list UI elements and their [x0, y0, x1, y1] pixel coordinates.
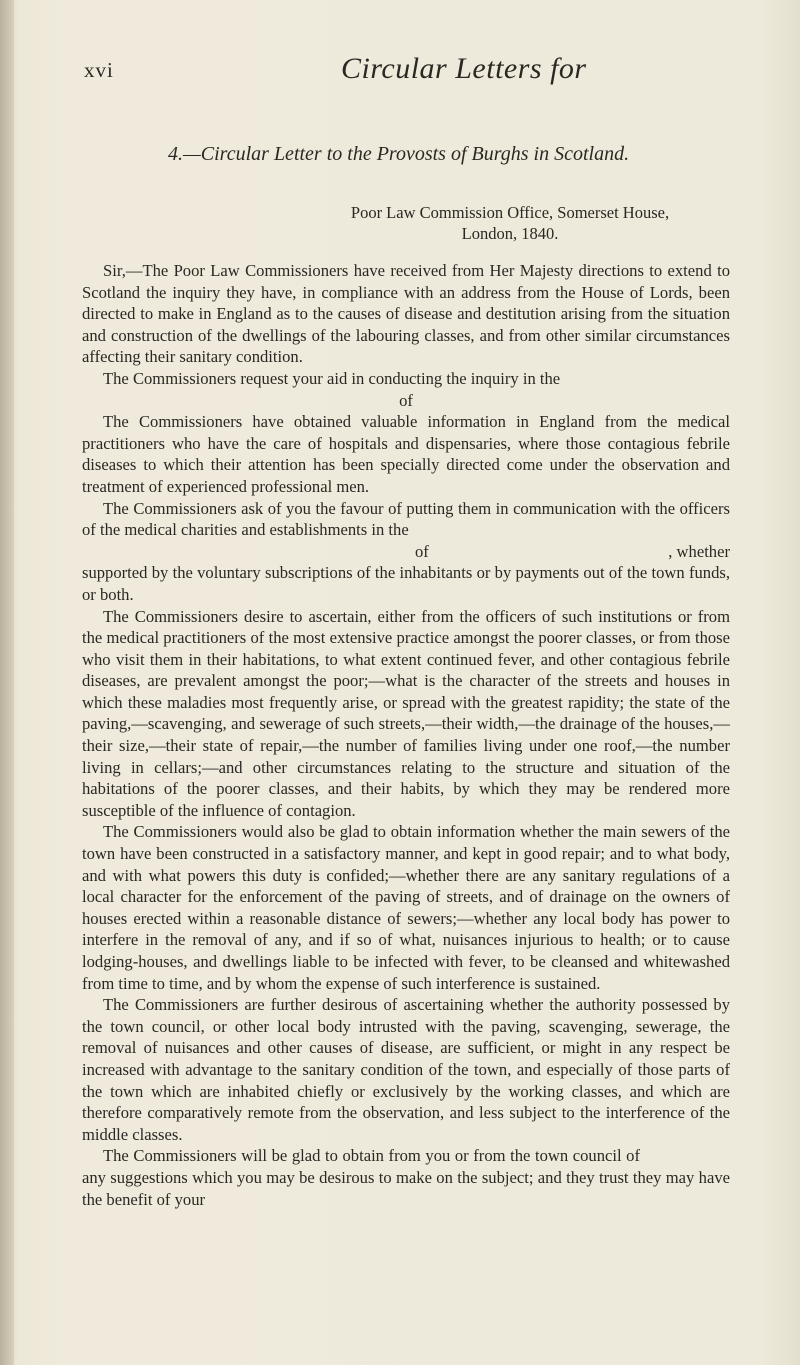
paragraph-4: The Commissioners ask of you the favour of putting them in communication with the officers of the medical charities and establishments in the — [82, 498, 730, 540]
paragraph-3: The Commissioners have obtained valuable information in England from the medical practitioners who have the care of hospitals and dispensaries, where those contagious febrile diseases to which their attention has been specially directed come under the observation and treatment of experienced professional men. — [82, 412, 730, 496]
paragraph-2: The Commissioners request your aid in conducting the inquiry in the — [103, 368, 561, 388]
paragraph-8-start: The Commissioners will be glad to obtain from you or from the town council of — [103, 1146, 640, 1166]
paragraph-1: Sir,—The Poor Law Commissioners have received from Her Majesty directions to extend to Scotland the inquiry they have, in compliance with an address from the House of Lords, been directed to make in England as to the causes of disease and destitution arising from the situation and construction of the dwellings of the labouring classes, and from other similar circumstances affecting their sanitary condition. — [82, 261, 730, 367]
paragraph-4-blank-line — [82, 541, 730, 563]
paragraph-4-continued: supported by the voluntary subscriptions of the inhabitants or by payments out of the town funds, or both. — [82, 563, 730, 604]
paragraph-6: The Commissioners would also be glad to obtain information whether the main sewers of the town have been constructed in a satisfactory manner, and kept in good repair; and to what body, and with what powers this duty is confided;—whether there are any sanitary regulations of a local character for the enforcement of the paving of streets, and of drainage on the owners of houses erected within a reasonable distance of sewers;—whether any local body has power to interfere in the removal of any, and if so of what, nuisances injurious to health; or to cause lodging-houses, and dwellings liable to be infected with fever, to be cleansed and whitewashed from time to time, and by whom the expense of such interference is sustained. — [82, 822, 730, 993]
letter-address — [300, 202, 720, 244]
paragraph-8 — [82, 1145, 730, 1210]
address-line-1: Poor Law Commission Office, Somerset House, — [350, 203, 670, 222]
paragraph-2-of: of — [399, 390, 413, 410]
paragraph-7: The Commissioners are further desirous of ascertaining whether the authority possessed by the town council, or other local body intrusted with the paving, scavenging, sewerage, the removal of nuisances and other causes of disease, are sufficient, or might in any respect be increased with advantage to the sanitary condition of the town, and especially of those parts of the town which are inhabited chiefly or exclusively by the working classes, and which are therefore comparatively remote from the observation, and less subject to the interference of the middle classes. — [82, 995, 730, 1144]
paragraph-4-whether: , whether — [668, 541, 730, 561]
page-number: xvi — [84, 58, 114, 82]
paragraph-4-of: of — [415, 541, 429, 561]
section-title: 4.—Circular Letter to the Provosts of Burghs in Scotland. — [168, 143, 630, 165]
book-spine-edge — [0, 0, 14, 1365]
paragraph-8-end: any suggestions which you may be desirous to make on the subject; and they trust they may have the benefit of your — [82, 1167, 730, 1209]
running-head — [84, 52, 764, 92]
address-line-2: London, 1840. — [461, 224, 559, 243]
letter-body — [82, 260, 730, 1210]
running-title: Circular Letters for — [341, 52, 587, 85]
paragraph-5: The Commissioners desire to ascertain, either from the officers of such institutions or from the medical practitioners of the most extensive practice amongst the poorer classes, or from those who visit them in their habitations, to what extent continued fever, and other contagious febrile diseases, are prevalent amongst the poor;—what is the character of the streets and houses in which these maladies most frequently arise, or spread with the greatest rapidity; the state of the paving,—scavenging, and sewerage of such streets,—their width,—the drainage of the houses,—their size,—their state of repair,—the number of families living under one roof,—the number living in cellars;—and other circumstances relating to the structure and situation of the habitations of the poorer classes, and their habits, by which they may be rendered more susceptible of the influence of contagion. — [82, 606, 730, 820]
